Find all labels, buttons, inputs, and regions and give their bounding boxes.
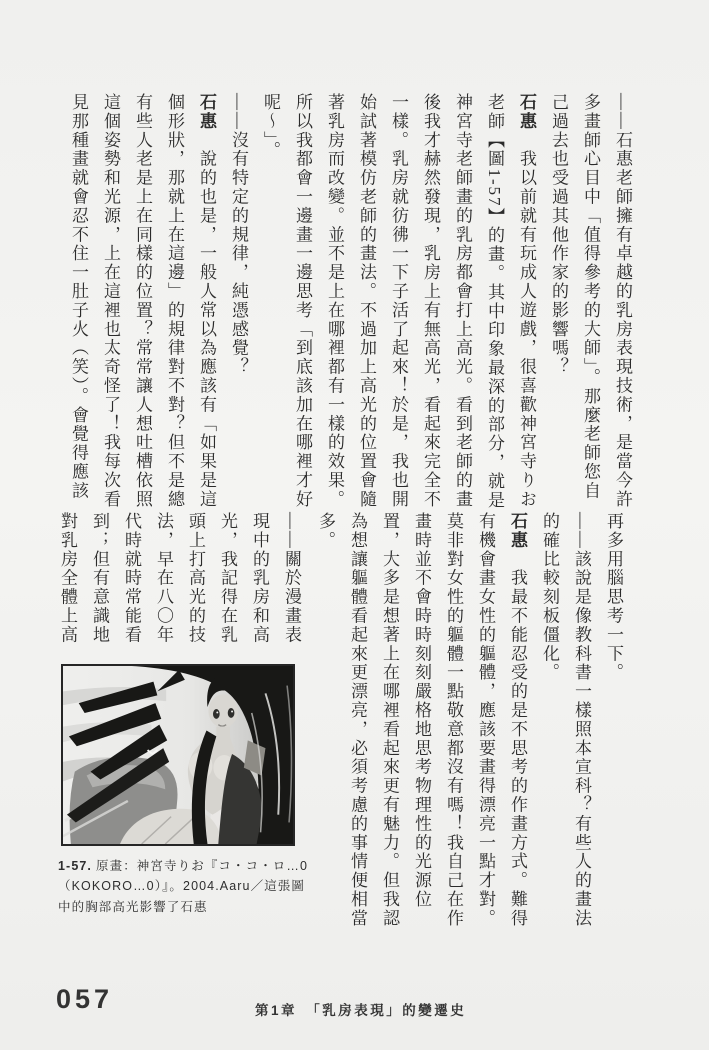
figure-number-label: 1-57.	[58, 859, 92, 873]
interview-band-bottom-left	[49, 512, 307, 647]
question-paragraph	[222, 93, 254, 511]
interview-band-top	[58, 93, 638, 511]
paragraph-text: 我最不能忍受的是不思考的作畫方式。難得有機會畫女性的軀體，應該要畫得漂亮一點才對。莫非對女性的軀體一點敬意都沒有嗎！我自己在作畫時並不會時時刻刻嚴格地思考物理性的光源位置，大多是想著上在哪裡看起來更有魅力。但我認為想讓軀體看起來更漂亮，必須考慮的事情便相當多。	[316, 512, 527, 928]
page-number: 057	[56, 984, 114, 1014]
continuation-paragraph	[597, 512, 629, 930]
interview-band-bottom-right	[307, 512, 629, 930]
paragraph-text: 說的也是，一般人常以為應該有「如果是這個形狀，那就上在這邊」的規律對不對？但不是總有些人老是上在同樣的位置？常常讓人想吐槽依照這個姿勢和光源，上在這裡也太奇怪了！我每次看見那種畫就會忍不住一肚子火（笑）。會覺得應該	[69, 93, 216, 509]
paragraph-text: ——該說是像教科書一樣照本宣科？有些人的畫法的確比較刻板僵化。	[540, 512, 591, 928]
paragraph-text: 再多用腦思考一下。	[604, 512, 623, 683]
footer-chapter-title: 第1章 「乳房表現」的變遷史	[255, 1003, 467, 1018]
figure-caption-text: 原畫：神宮寺りお『コ・コ・ロ…0（KOKORO…0）』。2004.Aaru／這張圖中的胸部高光影響了石惠	[58, 859, 309, 914]
answer-paragraph	[309, 512, 533, 930]
question-paragraph	[51, 512, 307, 647]
paragraph-text: ——石惠老師擁有卓越的乳房表現技術，是當今許多畫師心目中「值得參考的大師」。那麼老師您自己過去也受過其他作家的影響嗎？	[549, 93, 632, 509]
speaker-label: 石惠	[197, 93, 216, 131]
speaker-label: 石惠	[508, 512, 527, 550]
figure-1-57-caption	[58, 856, 310, 917]
paragraph-text: ——沒有特定的規律，純憑感覺？	[229, 93, 248, 377]
answer-paragraph	[254, 93, 542, 511]
question-paragraph	[542, 93, 638, 511]
question-paragraph	[533, 512, 597, 930]
answer-paragraph	[62, 93, 222, 511]
paragraph-text: 我以前就有玩成人遊戲，很喜歡神宮寺りお老師【圖1-57】的畫。其中印象最深的部分，就是神宮寺老師畫的乳房都會打上高光。看到老師的畫後我才赫然發現，乳房上有無高光，看起來完全不一樣。乳房就彷彿一下子活了起來！於是，我也開始試著模仿老師的畫法。不過加上高光的位置會隨著乳房而改變。並不是上在哪裡都有一樣的效果。所以我都會一邊畫一邊思考「到底該加在哪裡才好呢～」。	[261, 93, 536, 510]
speaker-label: 石惠	[517, 93, 536, 131]
paragraph-text: ——關於漫畫表現中的乳房和高光，我記得在乳頭上打高光的技法，早在八〇年代時就時常能看到；但有意識地對乳房全體上高	[58, 512, 301, 645]
figure-1-57-illustration	[61, 664, 295, 846]
